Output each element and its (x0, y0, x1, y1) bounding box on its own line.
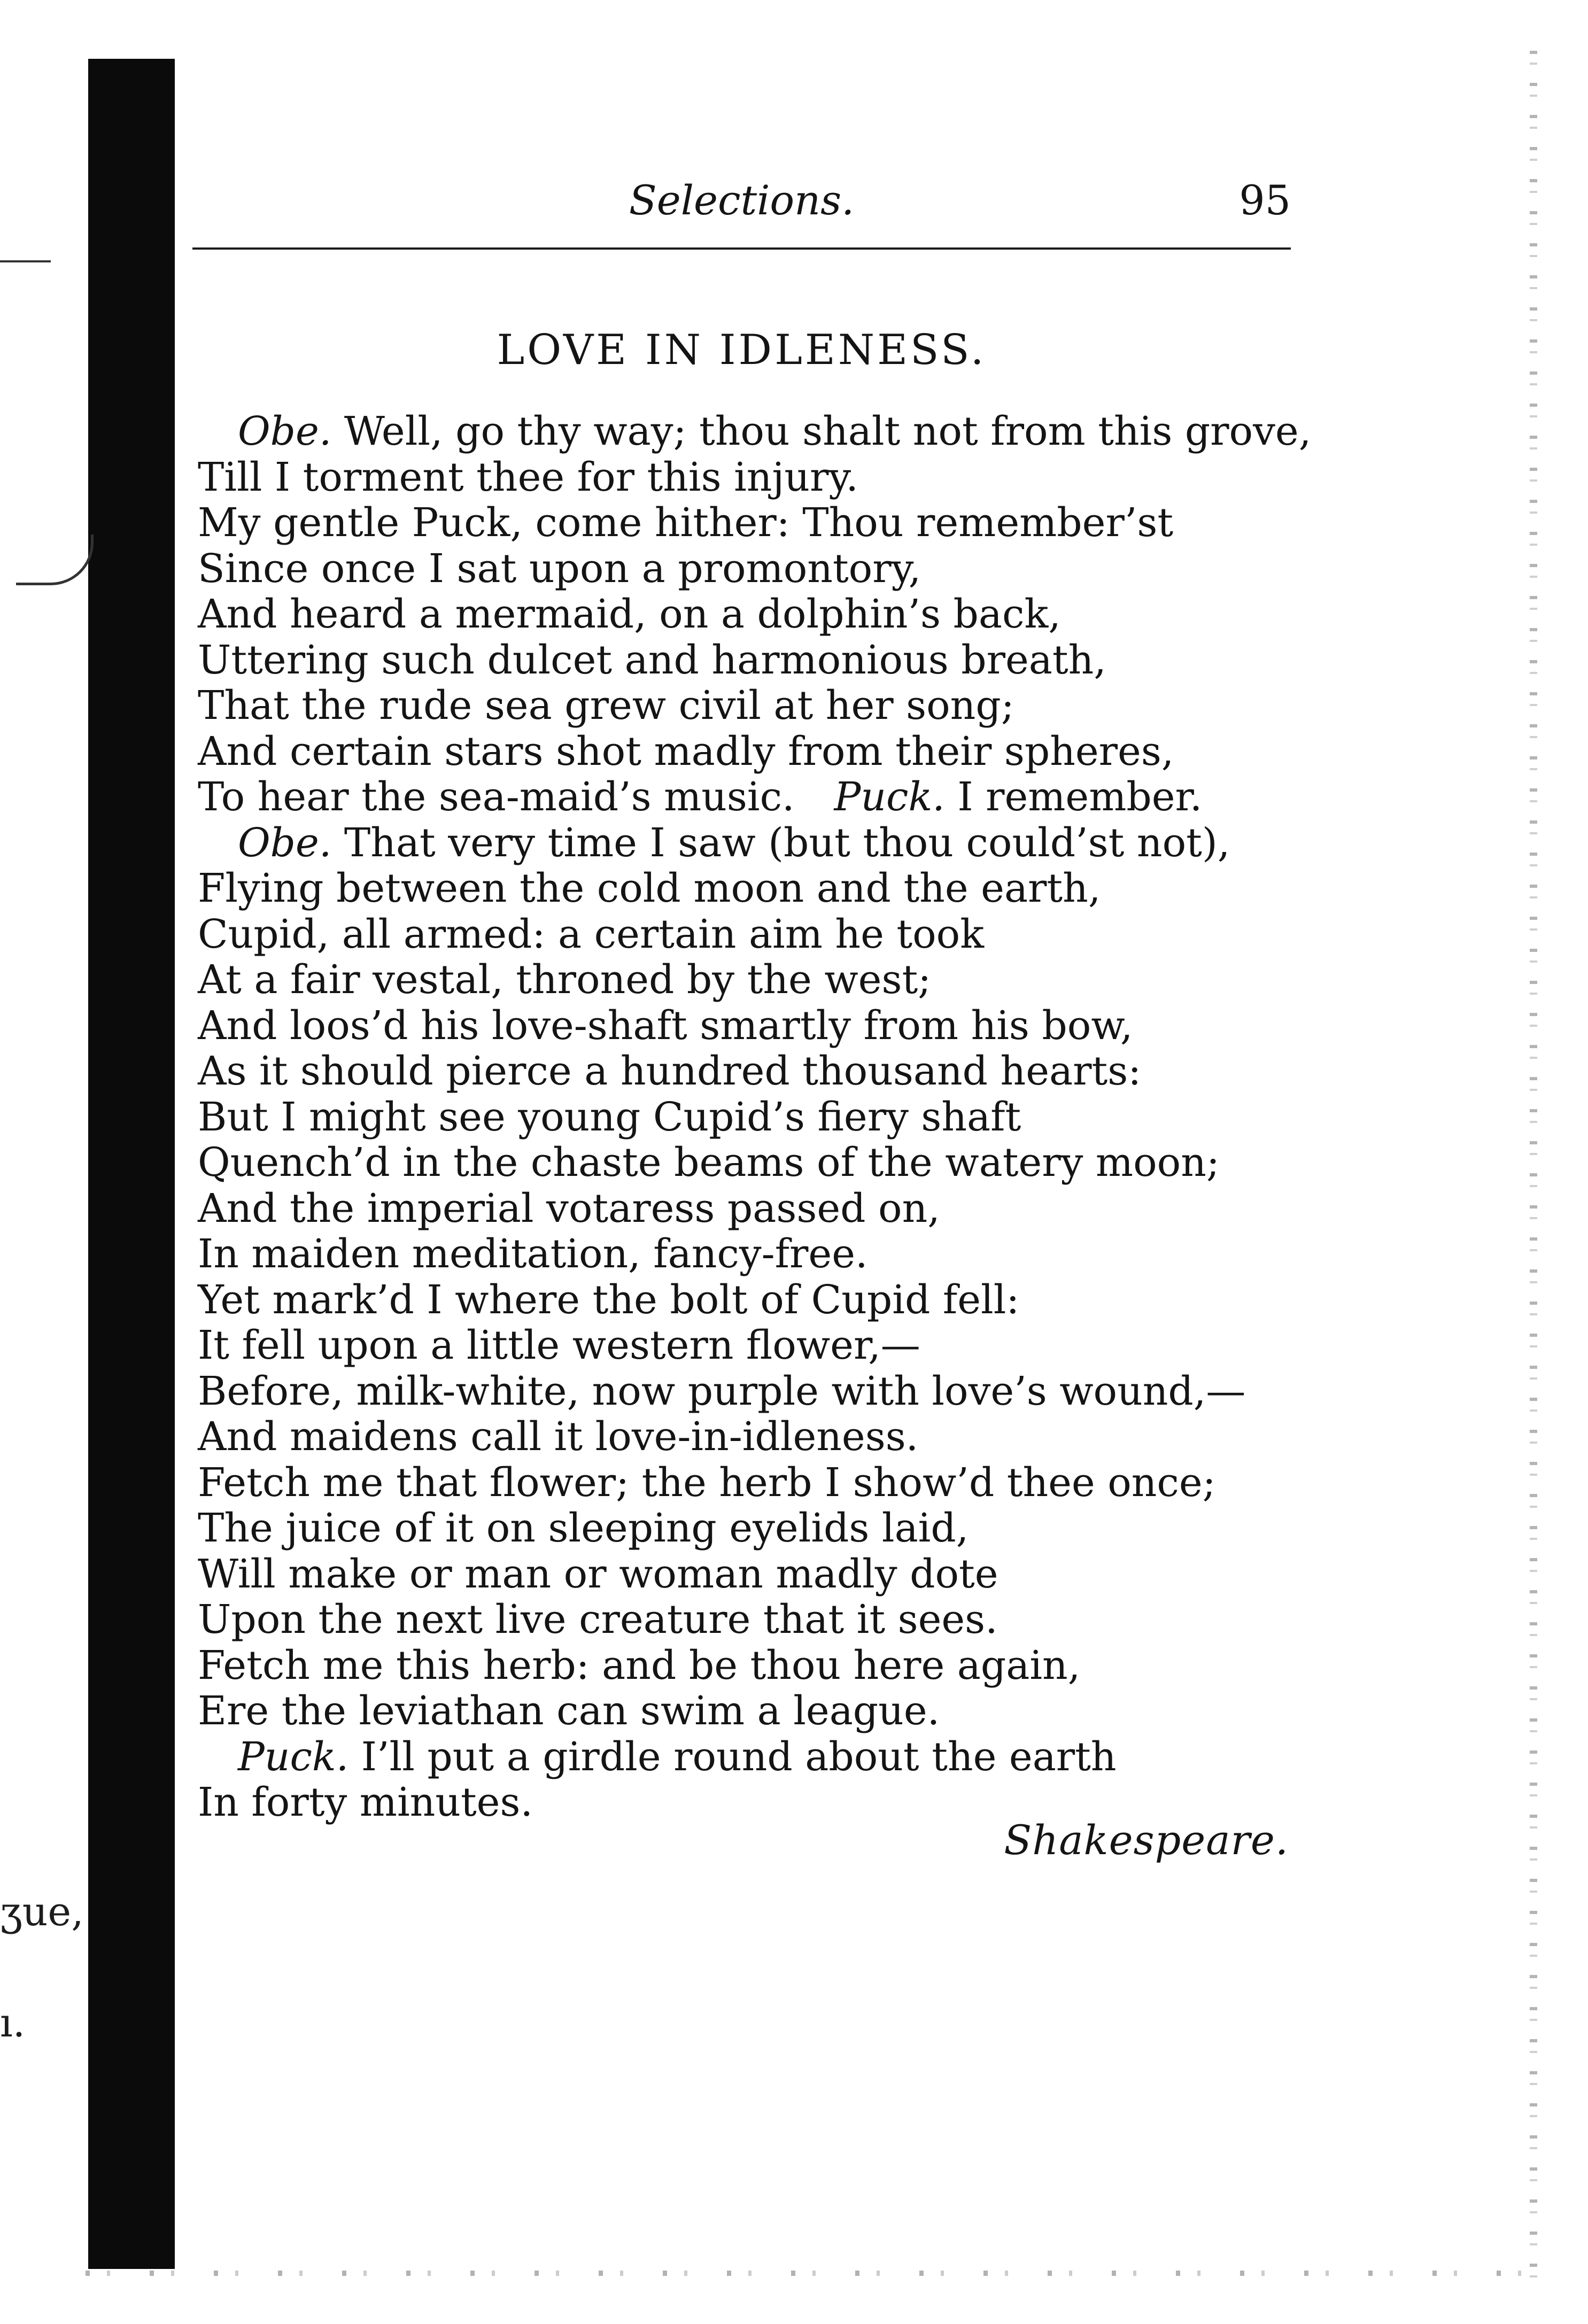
poem-line (198, 1688, 1320, 1734)
poem-line (198, 546, 1320, 592)
poem-line (198, 409, 1320, 455)
line-text: It fell upon a little western flower,— (198, 1322, 920, 1368)
poem-line (198, 1369, 1320, 1415)
line-text: At a fair vestal, throned by the west; (198, 957, 932, 1003)
page-bottom-speckle (86, 2271, 1540, 2276)
poem-line (198, 1186, 1320, 1232)
line-gap (795, 774, 834, 820)
line-text: In forty minutes. (198, 1779, 533, 1825)
speaker-label: Obe. (238, 408, 332, 454)
poem-line (198, 1003, 1320, 1049)
left-margin-rule-fragment (0, 260, 51, 262)
poem-line (198, 1323, 1320, 1369)
line-text: And heard a mermaid, on a dolphin’s back, (198, 591, 1061, 637)
poem-line (198, 1140, 1320, 1186)
speaker-label: Obe. (238, 819, 332, 866)
speaker-label: Puck. (238, 1733, 349, 1780)
header-rule (192, 247, 1291, 250)
line-text: Uttering such dulcet and harmonious breath, (198, 637, 1106, 683)
poem-line (198, 1231, 1320, 1277)
poem-title: LOVE IN IDLENESS. (497, 326, 987, 374)
line-text: And the imperial votaress passed on, (198, 1185, 940, 1231)
poem-line (198, 774, 1320, 820)
line-text: Flying between the cold moon and the earth, (198, 865, 1101, 911)
poem-line (198, 592, 1320, 638)
poem-line (198, 1460, 1320, 1506)
line-text: Cupid, all armed: a certain aim he took (198, 911, 985, 957)
line-text: That very time I saw (but thou could’st not), (331, 819, 1230, 866)
line-text: Till I torment thee for this injury. (198, 454, 858, 500)
line-text: In maiden meditation, fancy-free. (198, 1231, 868, 1277)
poem-line (198, 912, 1320, 958)
line-text: Ere the leviathan can swim a league. (198, 1688, 940, 1734)
page-edge-speckle (1530, 51, 1537, 2296)
line-text: Will make or man or woman madly dote (198, 1551, 998, 1597)
poem-line (198, 1597, 1320, 1643)
poem-line (198, 957, 1320, 1003)
speaker-label: Puck. (834, 774, 945, 820)
line-text: Before, milk-white, now purple with love’s wound,— (198, 1368, 1246, 1414)
poem-line (198, 455, 1320, 501)
line-text: I’ll put a girdle round about the earth (348, 1733, 1117, 1780)
poem-line (198, 1414, 1320, 1460)
line-text: But I might see young Cupid’s fiery shaft (198, 1094, 1021, 1140)
poem-line (198, 500, 1320, 546)
attribution: Shakespeare. (1004, 1816, 1289, 1864)
line-text: I remember. (944, 774, 1203, 820)
poem-line (198, 820, 1320, 866)
poem-line (198, 1734, 1320, 1780)
line-text: Yet mark’d I where the bolt of Cupid fell: (198, 1276, 1020, 1323)
poem-line (198, 638, 1320, 684)
poem-line (198, 683, 1320, 729)
left-margin-fragment: ı. (0, 2000, 26, 2046)
line-text: Since once I sat upon a promontory, (198, 545, 921, 592)
binding-shadow (88, 59, 175, 2269)
line-text: Well, go thy way; thou shalt not from this grove, (331, 408, 1312, 454)
poem-line (198, 866, 1320, 912)
poem-body (198, 409, 1320, 1826)
line-text: That the rude sea grew civil at her song; (198, 683, 1014, 729)
poem-line (198, 1095, 1320, 1141)
running-title: Selections. (629, 176, 855, 224)
line-text: And certain stars shot madly from their spheres, (198, 728, 1174, 774)
left-margin-fragment: ʒue, (0, 1889, 84, 1935)
poem-line (198, 1643, 1320, 1689)
line-text: Fetch me this herb: and be thou here again, (198, 1642, 1081, 1688)
line-text: The juice of it on sleeping eyelids laid, (198, 1505, 969, 1551)
line-text: And loos’d his love-shaft smartly from his bow, (198, 1002, 1133, 1049)
line-text: And maidens call it love-in-idleness. (198, 1414, 919, 1460)
line-text: My gentle Puck, come hither: Thou remember’st (198, 500, 1174, 546)
line-text: To hear the sea-maid’s music. (198, 774, 795, 820)
line-text: Fetch me that flower; the herb I show’d thee once; (198, 1459, 1216, 1506)
line-text: As it should pierce a hundred thousand hearts: (198, 1048, 1142, 1094)
poem-line (198, 1552, 1320, 1598)
poem-line (198, 1506, 1320, 1552)
poem-line (198, 1277, 1320, 1323)
line-text: Quench’d in the chaste beams of the watery moon; (198, 1140, 1220, 1186)
page-number: 95 (1239, 176, 1291, 224)
left-margin-curve-fragment (16, 534, 94, 585)
poem-line (198, 1049, 1320, 1095)
line-text: Upon the next live creature that it sees. (198, 1597, 998, 1643)
running-head (192, 176, 1291, 235)
poem-line (198, 729, 1320, 775)
